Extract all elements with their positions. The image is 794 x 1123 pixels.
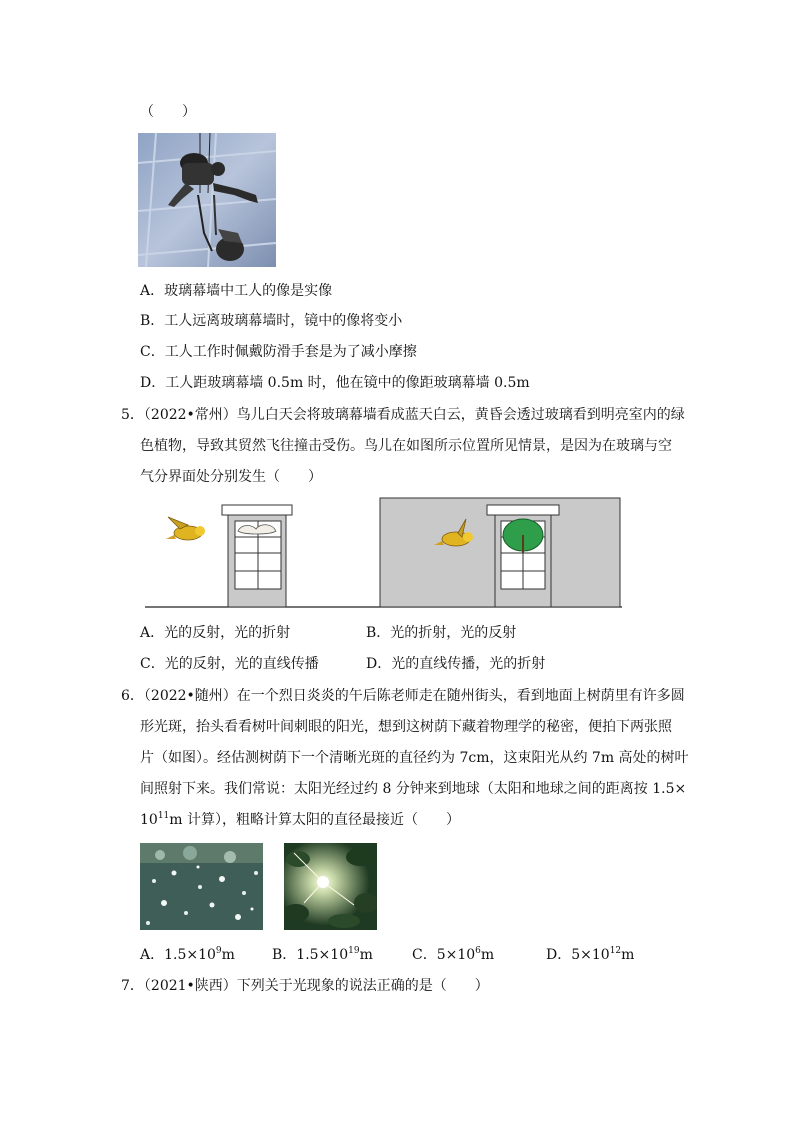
q6-option-a-base: A．1.5×10: [140, 947, 216, 963]
bird-window-diagram: [140, 495, 630, 615]
q6-stem-line-4: 间照射下来。我们常说：太阳光经过约 8 分钟来到地球（太阳和地球之间的距离按 1.5×: [140, 781, 687, 797]
q6-stem-line-2: 形光斑，抬头看看树叶间刺眼的阳光，想到这树荫下藏着物理学的秘密，便拍下两张照: [140, 719, 672, 735]
q6-option-c-exponent: 6: [475, 946, 481, 956]
light-spots-photo: [140, 843, 263, 930]
q5-stem-line-2: 色植物，导致其贸然飞往撞击受伤。鸟儿在如图所示位置所见情景，是因为在玻璃与空: [140, 438, 672, 454]
sunlight-through-leaves-photo: [284, 843, 377, 930]
q5-option-a[interactable]: A．光的反射，光的折射: [140, 625, 291, 641]
q6-stem-line-3: 片（如图）。经估测树荫下一个清晰光斑的直径约为 7cm，这束阳光从约 7m 高处的树叶: [140, 750, 689, 766]
q4-option-d[interactable]: D．工人距玻璃幕墙 0.5m 时，他在镜中的像距玻璃幕墙 0.5m: [140, 375, 530, 391]
window-cleaner-photo: [138, 133, 276, 267]
q7-stem-line-1: 7．（2021•陕西）下列关于光现象的说法正确的是（ ）: [121, 978, 489, 994]
q6-option-a-unit: m: [221, 947, 235, 963]
q6-option-a[interactable]: [140, 945, 235, 965]
q6-stem-line-1: 6．（2022•随州）在一个烈日炎炎的午后陈老师走在随州街头，看到地面上树荫里有许多圆: [121, 688, 685, 704]
q6-stem-line-5: [140, 810, 460, 830]
q6-option-d[interactable]: [546, 945, 634, 965]
q5-option-c[interactable]: C．光的反射，光的直线传播: [140, 656, 319, 672]
q6-option-b-exponent: 19: [348, 946, 360, 956]
q4-option-a[interactable]: A．玻璃幕墙中工人的像是实像: [140, 283, 333, 299]
q4-option-b[interactable]: B．工人远离玻璃幕墙时，镜中的像将变小: [140, 313, 403, 329]
q6-option-d-exponent: 12: [609, 946, 622, 956]
q4-option-c[interactable]: C．工人工作时佩戴防滑手套是为了减小摩擦: [140, 344, 417, 360]
q6-option-c-base: C．5×10: [412, 947, 476, 963]
q6-option-d-unit: m: [621, 947, 635, 963]
q6-option-d-base: D．5×10: [546, 947, 610, 963]
q6-option-b-base: B．1.5×10: [272, 947, 349, 963]
q6-line5-exponent: 11: [157, 811, 170, 821]
q5-stem-line-1: 5．（2022•常州）鸟儿白天会将玻璃幕墙看成蓝天白云，黄昏会透过玻璃看到明亮室内的绿: [121, 407, 685, 423]
q4-answer-bracket: （ ）: [140, 104, 196, 120]
q6-option-c[interactable]: [412, 945, 494, 965]
q6-option-b[interactable]: [272, 945, 373, 965]
q5-option-b[interactable]: B．光的折射，光的反射: [366, 625, 517, 641]
q6-line5-rest: m 计算），粗略计算太阳的直径最接近（ ）: [169, 812, 461, 828]
q6-option-b-unit: m: [359, 947, 373, 963]
q6-option-c-unit: m: [480, 947, 495, 963]
q5-option-d[interactable]: D．光的直线传播，光的折射: [366, 656, 546, 672]
q6-option-a-exponent: 9: [215, 946, 222, 956]
q6-line5-base: 10: [140, 812, 158, 828]
q5-stem-line-3: 气分界面处分别发生（ ）: [140, 469, 322, 485]
